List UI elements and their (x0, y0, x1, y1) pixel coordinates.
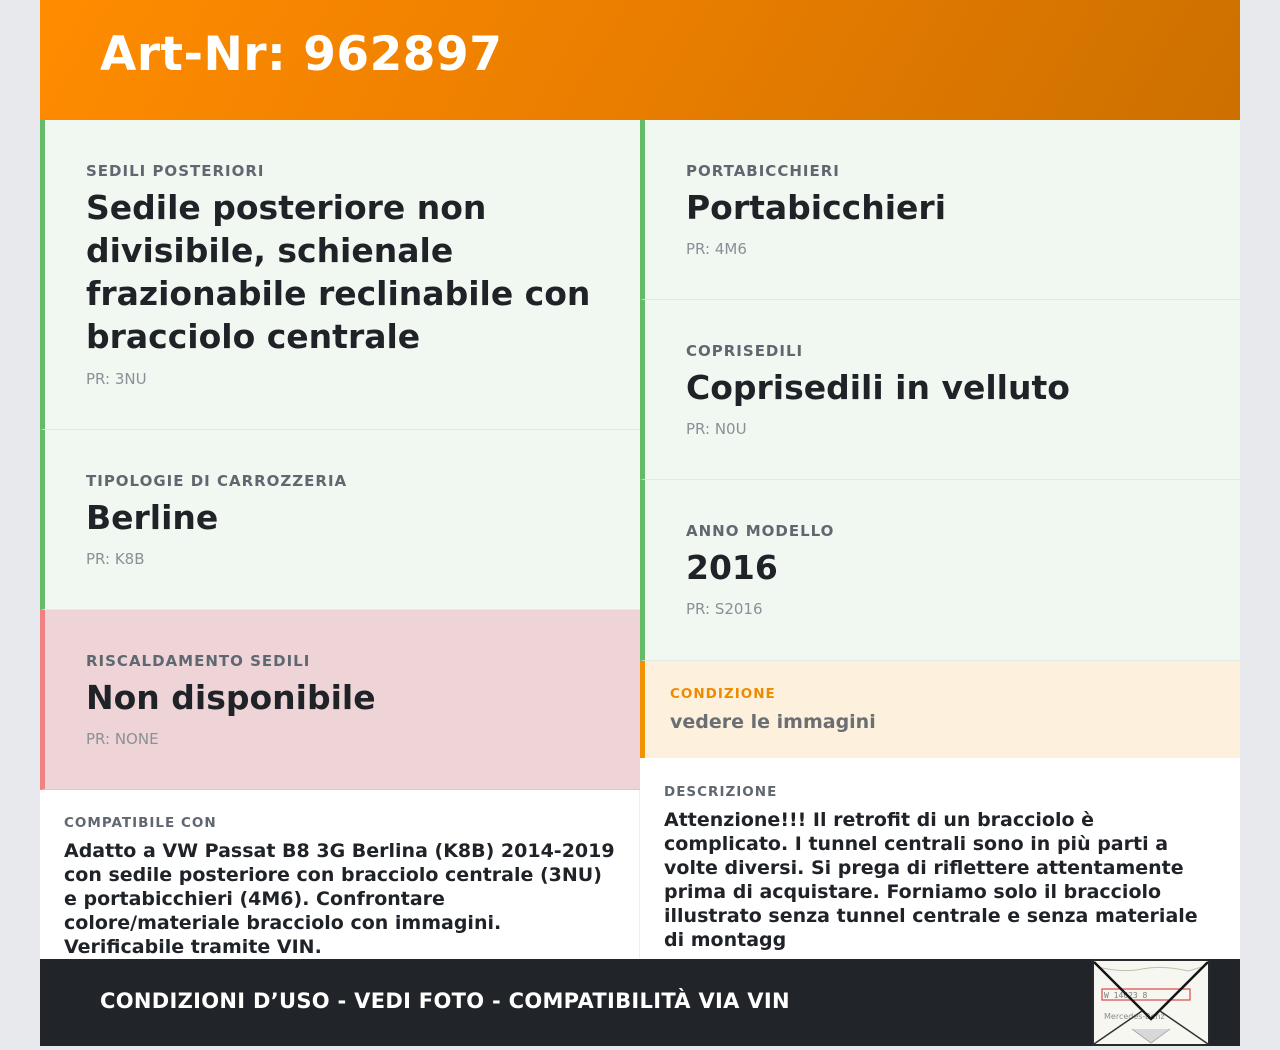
feature-pr-code: PR: 3NU (86, 370, 147, 388)
feature-label: SEDILI POSTERIORI (86, 162, 265, 180)
feature-value: 2016 (686, 548, 778, 587)
footer-bar (40, 959, 1240, 1046)
feature-value: Portabicchieri (686, 188, 947, 227)
condition-value: vedere le immagini (670, 711, 876, 733)
feature-card-rear-seats (40, 120, 640, 430)
description-label: DESCRIZIONE (664, 784, 778, 800)
feature-pr-code: PR: K8B (86, 550, 145, 568)
feature-pr-code: PR: 4M6 (686, 240, 747, 258)
compatibility-label: COMPATIBILE CON (64, 815, 217, 831)
feature-card-model-year (640, 480, 1240, 661)
feature-card-seat-heating (40, 610, 640, 790)
envelope-icon (1092, 959, 1210, 1046)
feature-label: TIPOLOGIE DI CARROZZERIA (86, 472, 348, 490)
description-text: Attenzione!!! Il retrofit di un bracciolo è complicato. I tunnel centrali sono in più parti a volte diversi. Si prega di riflettere attentamente prima di acquistare. Forniamo solo il bracciolo illustrato senza tunnel centrale e senza materiale di montagg (664, 809, 1198, 951)
feature-value: Non disponibile (86, 678, 376, 717)
feature-card-body-type (40, 430, 640, 610)
feature-card-cup-holder (640, 120, 1240, 300)
feature-label: PORTABICCHIERI (686, 162, 840, 180)
feature-pr-code: PR: NONE (86, 730, 159, 748)
feature-value: Coprisedili in velluto (686, 368, 1070, 407)
envelope-stamp-image (1092, 959, 1210, 1046)
header-banner (40, 0, 1240, 120)
feature-label: ANNO MODELLO (686, 522, 835, 540)
feature-value: Sedile posteriore non divisibile, schienale frazionabile reclinabile con bracciolo centrale (86, 188, 591, 356)
feature-label: RISCALDAMENTO SEDILI (86, 652, 311, 670)
compatibility-text: Adatto a VW Passat B8 3G Berlina (K8B) 2014-2019 con sedile posteriore con bracciolo centrale (3NU) e portabicchieri (4M6). Confrontare colore/materiale bracciolo con immagini. Verificabile tramite VIN. (64, 840, 615, 958)
svg-text:Mercedes-Benz: Mercedes-Benz (1104, 1012, 1165, 1021)
feature-pr-code: PR: N0U (686, 420, 747, 438)
product-sheet (40, 0, 1240, 1046)
svg-text:W 14623 8: W 14623 8 (1104, 991, 1148, 1000)
article-number-title: Art-Nr: 962897 (100, 27, 503, 82)
feature-pr-code: PR: S2016 (686, 600, 763, 618)
column-divider (639, 790, 640, 958)
footer-text: CONDIZIONI D’USO - VEDI FOTO - COMPATIBILITÀ VIA VIN (100, 989, 790, 1013)
feature-card-seat-covers (640, 300, 1240, 480)
feature-value: Berline (86, 498, 219, 537)
condition-box (640, 661, 1240, 758)
condition-label: CONDIZIONE (670, 686, 776, 702)
feature-label: COPRISEDILI (686, 342, 804, 360)
